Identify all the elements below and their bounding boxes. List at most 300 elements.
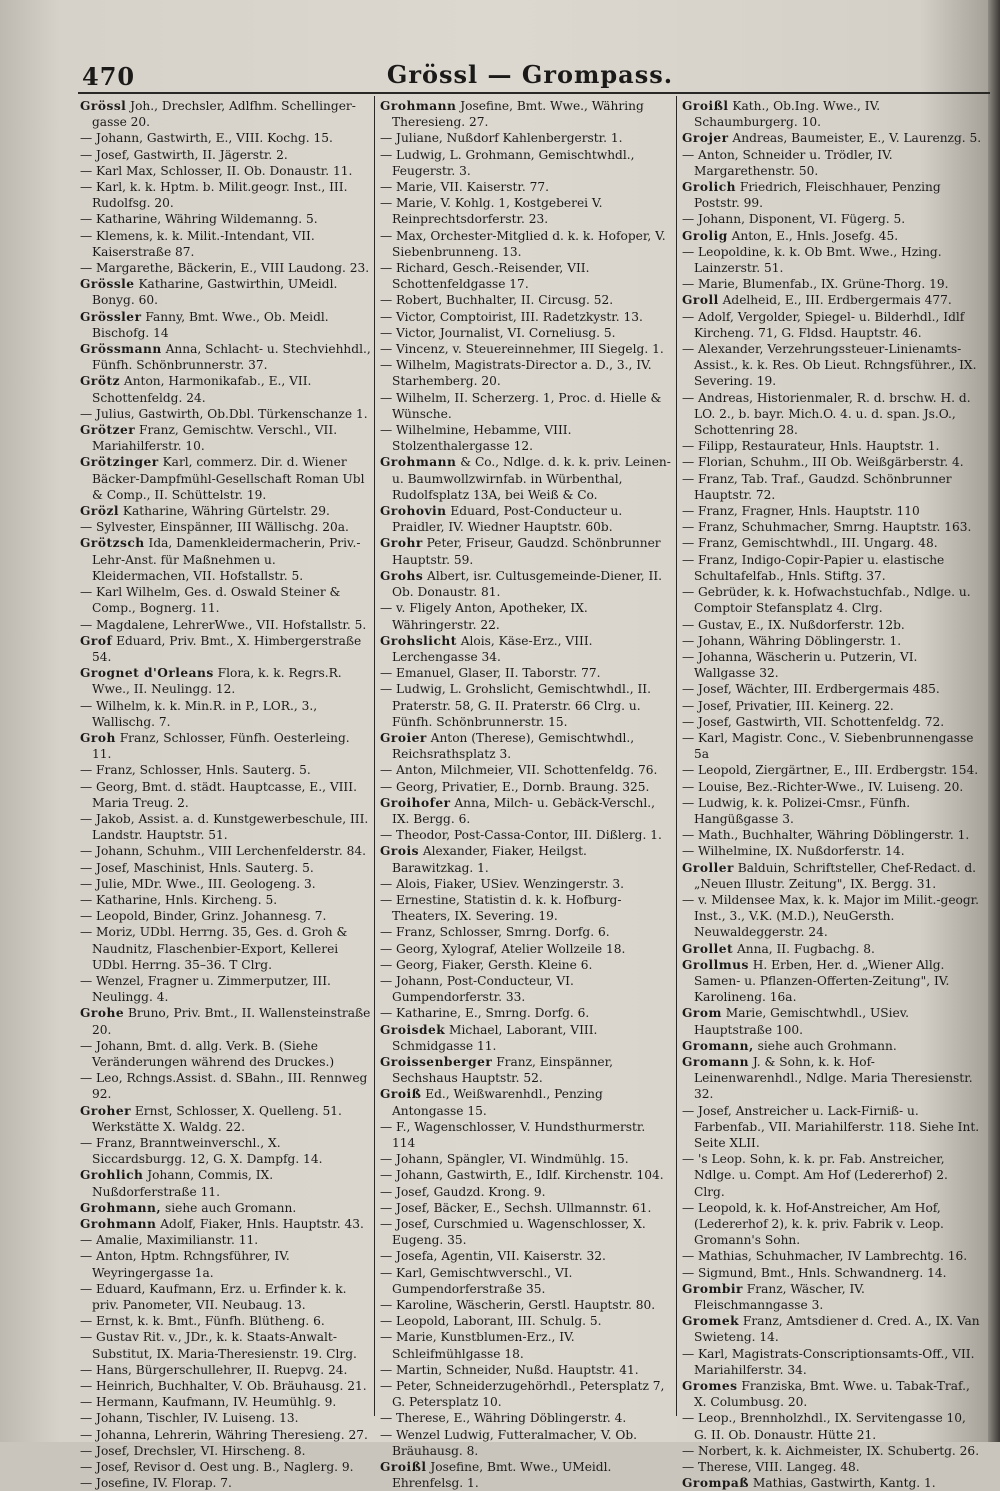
entry-details: Fanny, Bmt. Wwe., Ob. Meidl. Bischofg. 14 <box>92 309 329 340</box>
entry-details: — Johann, Bmt. d. allg. Verk. B. (Siehe Veränderungen während des Druckes.) <box>80 1038 335 1069</box>
entry-surname: Grof <box>80 633 113 648</box>
directory-entry <box>380 1005 672 1021</box>
entry-details: — Karl, k. k. Hptm. b. Milit.geogr. Inst., III. Rudolfsg. 20. <box>80 180 348 211</box>
entry-details: Anton, E., Hnls. Josefg. 45. <box>727 228 899 243</box>
directory-entry <box>80 665 372 697</box>
directory-entry <box>682 535 982 551</box>
directory-entry <box>80 779 372 811</box>
entry-details: — Wilhelm, k. k. Min.R. in P., LOR., 3., Wallischg. 7. <box>80 698 318 729</box>
entry-details: — Wenzel, Fragner u. Zimmerputzer, III. Neulingg. 4. <box>80 973 331 1005</box>
page-title: Grössl — Grompass. <box>386 60 674 89</box>
header-rule <box>78 92 990 94</box>
directory-entry <box>380 309 672 325</box>
directory-entry <box>80 211 372 227</box>
entry-details: Anna, Milch- u. Gebäck-Verschl., IX. Bergg. 6. <box>392 795 655 826</box>
entry-details: — Josef, Wächter, III. Erdbergermais 485. <box>682 682 940 697</box>
entry-details: — Leopoldine, k. k. Ob Bmt. Wwe., Hzing. Lainzerstr. 51. <box>682 244 942 276</box>
directory-entry <box>80 179 372 211</box>
entry-surname: Groißl <box>682 99 729 113</box>
entry-surname: Grötzsch <box>80 536 145 551</box>
entry-surname: Grohr <box>380 536 423 551</box>
entry-surname: Grolich <box>682 180 736 195</box>
entry-details: — Leopold, Binder, Grinz. Johannesg. 7. <box>80 909 327 924</box>
entry-details: Alois, Käse-Erz., VIII. Lerchengasse 34. <box>392 633 593 664</box>
entry-details: — Ludwig, k. k. Polizei-Cmsr., Fünfh. Hangüßgasse 3. <box>682 795 911 826</box>
entry-details: — Johann, Spängler, VI. Windmühlg. 15. <box>380 1152 629 1167</box>
entry-details: — Emanuel, Glaser, II. Taborstr. 77. <box>380 666 601 681</box>
entry-details: — Josef, Revisor d. Oest ung. B., Naglerg. 9. <box>80 1460 354 1475</box>
directory-entry <box>80 260 372 276</box>
entry-details: — Josef, Maschinist, Hnls. Sauterg. 5. <box>80 860 314 875</box>
directory-entry <box>380 357 672 389</box>
directory-entry <box>380 260 672 292</box>
entry-details: — Gebrüder, k. k. Hofwachstuchfab., Ndlge. u. Comptoir Stefansplatz 4. Clrg. <box>682 585 971 616</box>
entry-details: — Karl Max, Schlosser, II. Ob. Donaustr. 11. <box>80 163 353 178</box>
entry-details: — Katharine, Währing Wildemanng. 5. <box>80 212 318 227</box>
directory-entry <box>80 1378 372 1394</box>
directory-entry <box>682 957 982 1006</box>
entry-details: — Johann, Gastwirth, E., VIII. Kochg. 15. <box>80 131 333 146</box>
entry-details: — Johann, Post-Conducteur, VI. Gumpendorferstr. 33. <box>380 973 574 1005</box>
directory-entry <box>380 1167 672 1183</box>
directory-entry <box>682 1443 982 1459</box>
directory-entry <box>682 147 982 179</box>
directory-entry <box>80 1362 372 1378</box>
entry-surname: Groiß <box>380 1087 422 1102</box>
directory-entry <box>380 1086 672 1118</box>
entry-details: — Marie, VII. Kaiserstr. 77. <box>380 180 549 195</box>
directory-entry <box>682 1103 982 1152</box>
directory-entry <box>682 211 982 227</box>
entry-details: — Martin, Schneider, Nußd. Hauptstr. 41. <box>380 1362 639 1377</box>
entry-surname: Gromann, <box>682 1038 754 1053</box>
directory-entry <box>380 957 672 973</box>
directory-entry <box>80 1281 372 1313</box>
entry-details: — Vincenz, v. Steuereinnehmer, III Siegelg. 1. <box>380 342 664 357</box>
entry-details: — Julie, MDr. Wwe., III. Geologeng. 3. <box>80 876 316 891</box>
directory-entry <box>682 98 982 130</box>
directory-entry <box>682 827 982 843</box>
entry-details: — Richard, Gesch.-Reisender, VII. Schottenfeldgasse 17. <box>380 261 590 292</box>
entry-details: Michael, Laborant, VIII. Schmidgasse 11. <box>392 1022 598 1053</box>
directory-entry <box>80 1070 372 1102</box>
directory-entry <box>80 811 372 843</box>
entry-details: — Peter, Schneiderzugehörhdl., Petersplatz 7, G. Petersplatz 10. <box>380 1379 665 1410</box>
column-1 <box>80 98 372 1491</box>
directory-entry <box>682 1248 982 1264</box>
entry-details: — Therese, E., Währing Döblingerstr. 4. <box>380 1411 627 1426</box>
directory-entry <box>380 341 672 357</box>
entry-surname: Grollet <box>682 941 734 956</box>
directory-entry <box>380 1216 672 1248</box>
directory-entry <box>682 730 982 762</box>
entry-details: — Anton, Schneider u. Trödler, IV. Margarethenstr. 50. <box>682 147 893 178</box>
entry-details: Eduard, Priv. Bmt., X. Himbergerstraße 54. <box>92 633 362 664</box>
directory-entry <box>80 762 372 778</box>
entry-details: — Juliane, Nußdorf Kahlenbergerstr. 1. <box>380 131 623 146</box>
directory-entry <box>80 876 372 892</box>
entry-surname: Groher <box>80 1103 131 1118</box>
entry-details: Anton, Harmonikafab., E., VII. Schottenfeldg. 24. <box>92 374 312 405</box>
directory-entry <box>80 860 372 876</box>
directory-entry <box>682 617 982 633</box>
directory-entry <box>80 1410 372 1426</box>
entry-details: Franz, Schlosser, Fünfh. Oesterleing. 11. <box>92 730 350 762</box>
entry-details: — Alois, Fiaker, USiev. Wenzingerstr. 3. <box>380 876 624 891</box>
entry-details: — Johanna, Wäscherin u. Putzerin, VI. Wallgasse 32. <box>682 649 918 681</box>
entry-details: Josefine, Bmt. Wwe., Währing Theresieng. 27. <box>392 99 644 130</box>
entry-details: — Sylvester, Einspänner, III Wällischg. 20a. <box>80 520 349 535</box>
directory-entry <box>80 1167 372 1199</box>
entry-details: — Robert, Buchhalter, II. Circusg. 52. <box>380 293 614 308</box>
directory-entry <box>80 309 372 341</box>
directory-entry <box>80 973 372 1005</box>
entry-details: — Leop., Brennholzhdl., IX. Servitengasse 10, G. II. Ob. Donaustr. Hütte 21. <box>682 1411 966 1442</box>
entry-details: Anna, II. Fugbachg. 8. <box>733 941 875 956</box>
directory-entry <box>80 228 372 260</box>
entry-details: — Josef, Gaudzd. Krong. 9. <box>380 1184 546 1199</box>
entry-details: Bruno, Priv. Bmt., II. Wallensteinstraße 20. <box>92 1006 371 1037</box>
directory-entry <box>682 130 982 146</box>
directory-entry <box>682 1200 982 1249</box>
entry-details: — Johann, Schuhm., VIII Lerchenfelderstr. 84. <box>80 844 366 859</box>
entry-details: — Katharine, Hnls. Kircheng. 5. <box>80 892 278 907</box>
entry-details: Eduard, Post-Conducteur u. Praidler, IV. Wiedner Hauptstr. 60b. <box>392 504 623 535</box>
directory-entry <box>380 1248 672 1264</box>
directory-entry <box>682 390 982 439</box>
directory-entry <box>80 617 372 633</box>
entry-surname: Grohmann <box>380 455 457 470</box>
entry-details: — Josef, Gastwirth, VII. Schottenfeldg. 72. <box>682 714 945 729</box>
directory-entry <box>682 633 982 649</box>
entry-details: — Leo, Rchngs.Assist. d. SBahn., III. Rennweg 92. <box>80 1071 368 1102</box>
entry-details: — Magdalene, LehrerWwe., VII. Hofstallstr. 5. <box>80 617 367 632</box>
entry-surname: Grojer <box>682 131 729 146</box>
directory-entry <box>380 1459 672 1491</box>
entry-details: — Katharine, E., Smrng. Dorfg. 6. <box>380 1006 590 1021</box>
entry-details: Ernst, Schlosser, X. Quelleng. 51. Werkstätte X. Waldg. 22. <box>92 1103 342 1134</box>
entry-details: — Marie, Blumenfab., IX. Grüne-Thorg. 19. <box>682 277 949 292</box>
directory-entry <box>380 795 672 827</box>
entry-details: — Victor, Comptoirist, III. Radetzkystr. 13. <box>380 309 643 324</box>
entry-surname: Grompaß <box>682 1476 750 1491</box>
entry-details: — Anton, Hptm. Rchngsführer, IV. Weyringergasse 1a. <box>80 1249 290 1280</box>
column-2 <box>380 98 672 1491</box>
directory-entry <box>380 843 672 875</box>
entry-details: — Wilhelmine, IX. Nußdorferstr. 14. <box>682 844 905 859</box>
entry-surname: Grössl <box>80 99 127 113</box>
directory-entry <box>80 535 372 584</box>
entry-details: — Marie, Kunstblumen-Erz., IV. Schleifmühlgasse 18. <box>380 1330 575 1361</box>
entry-surname: Grohovin <box>380 504 447 519</box>
entry-details: J. & Sohn, k. k. Hof-Leinenwarenhdl., Ndlge. Maria Theresienstr. 32. <box>694 1054 973 1102</box>
entry-details: — Franz, Fragner, Hnls. Hauptstr. 110 <box>682 504 920 519</box>
directory-entry <box>682 649 982 681</box>
directory-entry <box>80 1394 372 1410</box>
directory-entry <box>80 1005 372 1037</box>
directory-entry <box>80 503 372 519</box>
directory-entry <box>380 1410 672 1426</box>
entry-details: — Franz, Schuhmacher, Smrng. Hauptstr. 163. <box>682 520 972 535</box>
entry-details: — Franz, Tab. Traf., Gaudzd. Schönbrunner Hauptstr. 72. <box>682 471 952 502</box>
directory-entry <box>682 292 982 308</box>
entry-details: — Georg, Fiaker, Gersth. Kleine 6. <box>380 957 593 972</box>
directory-entry <box>682 519 982 535</box>
entry-details: Balduin, Schriftsteller, Chef-Redact. d. „Neuen Illustr. Zeitung", IX. Bergg. 31. <box>694 860 976 891</box>
entry-details: — Johann, Gastwirth, E., Idlf. Kirchenstr. 104. <box>380 1168 664 1183</box>
directory-entry <box>682 860 982 892</box>
directory-entry <box>380 1329 672 1361</box>
directory-entry <box>380 600 672 632</box>
directory-entry <box>380 195 672 227</box>
entry-details: Adelheid, E., III. Erdbergermais 477. <box>718 293 952 308</box>
entry-surname: Grois <box>380 844 419 859</box>
directory-entry <box>380 1313 672 1329</box>
directory-entry <box>682 309 982 341</box>
entry-surname: Gromes <box>682 1379 738 1394</box>
directory-entry <box>380 892 672 924</box>
directory-entry <box>682 779 982 795</box>
entry-surname: Grohmann <box>80 1217 157 1232</box>
directory-entry <box>80 1313 372 1329</box>
directory-entry <box>80 1329 372 1361</box>
entry-details: Josefine, Bmt. Wwe., UMeidl. Ehrenfelsg. 1. <box>392 1460 612 1491</box>
entry-surname: Grohlich <box>80 1168 144 1183</box>
directory-entry <box>80 1216 372 1232</box>
entry-details: Ida, Damenkleidermacherin, Priv.-Lehr-Anst. für Maßnehmen u. Kleidermachen, VII. Hofstallstr. 5. <box>92 536 361 583</box>
entry-details: Katharine, Gastwirthin, UMeidl. Bonyg. 60. <box>92 277 338 308</box>
directory-entry <box>682 1346 982 1378</box>
entry-details: — Karl, Magistr. Conc., V. Siebenbrunnengasse 5a <box>682 730 974 762</box>
directory-entry <box>80 908 372 924</box>
directory-entry <box>682 1378 982 1410</box>
entry-surname: Grollmus <box>682 957 749 972</box>
entry-details: — Marie, V. Kohlg. 1, Kostgeberei V. Reinprechtsdorferstr. 23. <box>380 196 603 227</box>
directory-entry <box>380 1151 672 1167</box>
entry-details: — Ludwig, L. Grohmann, Gemischtwhdl., Feugerstr. 3. <box>380 147 635 178</box>
directory-entry <box>380 762 672 778</box>
entry-details: Anna, Schlacht- u. Stechviehhdl., Fünfh. Schönbrunnerstr. 37. <box>92 342 371 373</box>
entry-details: — Max, Orchester-Mitglied d. k. k. Hofoper, V. Siebenbrunneng. 13. <box>380 228 666 259</box>
page-number: 470 <box>82 62 136 91</box>
directory-entry <box>80 163 372 179</box>
directory-entry <box>80 373 372 405</box>
entry-surname: Grözl <box>80 504 120 519</box>
entry-surname: Grohslicht <box>380 633 457 648</box>
directory-entry <box>380 1265 672 1297</box>
entry-details: Kath., Ob.Ing. Wwe., IV. Schaumburgerg. 10. <box>694 99 881 130</box>
directory-entry <box>380 147 672 179</box>
entry-details: — Leopold, k. k. Hof-Anstreicher, Am Hof, (Ledererhof 2), k. k. priv. Fabrik v. Leop. Gromann's Sohn. <box>682 1200 944 1248</box>
entry-details: siehe auch Gromann. <box>161 1200 297 1215</box>
entry-details: — Georg, Xylograf, Atelier Wollzeile 18. <box>380 941 626 956</box>
entry-details: — Andreas, Historienmaler, R. d. brschw. H. d. LO. 2., b. bayr. Mich.O. 4. u. d. span. Js.O., Schottenring 28. <box>682 390 971 438</box>
directory-entry <box>80 1103 372 1135</box>
entry-details: — Theodor, Post-Cassa-Contor, III. Dißlerg. 1. <box>380 828 662 843</box>
directory-entry <box>80 1427 372 1443</box>
entry-details: — Wenzel Ludwig, Futteralmacher, V. Ob. Bräuhausg. 8. <box>380 1427 638 1458</box>
entry-details: — Franz, Schlosser, Hnls. Sauterg. 5. <box>80 763 311 778</box>
entry-details: — Josef, Drechsler, VI. Hirscheng. 8. <box>80 1443 306 1458</box>
entry-details: — Sigmund, Bmt., Hnls. Schwandnerg. 14. <box>682 1265 947 1280</box>
entry-surname: Grohe <box>80 1006 125 1021</box>
entry-surname: Grössle <box>80 277 135 292</box>
entry-details: Franz, Wäscher, IV. Fleischmanngasse 3. <box>694 1281 865 1313</box>
directory-entry <box>380 779 672 795</box>
entry-details: — Josef, Curschmied u. Wagenschlosser, X. Eugeng. 35. <box>380 1217 646 1248</box>
directory-entry <box>380 681 672 730</box>
entry-details: Adolf, Fiaker, Hnls. Hauptstr. 43. <box>156 1217 364 1232</box>
entry-details: Alexander, Fiaker, Heilgst. Barawitzkag. 1. <box>392 844 587 875</box>
entry-surname: Groier <box>380 730 427 745</box>
directory-entry <box>80 924 372 973</box>
directory-entry <box>80 519 372 535</box>
directory-entry <box>80 892 372 908</box>
entry-surname: Groll <box>682 293 719 308</box>
directory-entry <box>380 325 672 341</box>
entry-details: Joh., Drechsler, Adlfhm. Schellinger-gasse 20. <box>92 99 356 130</box>
entry-details: Mathias, Gastwirth, Kantg. 1. <box>749 1476 936 1491</box>
directory-entry <box>682 228 982 244</box>
column-divider <box>676 96 677 1416</box>
entry-details: — Mathias, Schuhmacher, IV Lambrechtg. 16. <box>682 1249 968 1264</box>
directory-entry <box>380 1297 672 1313</box>
entry-details: Karl, commerz. Dir. d. Wiener Bäcker-Dampfmühl-Gesellschaft Roman Ubl & Comp., II. Schüttelstr. 19. <box>92 455 365 502</box>
entry-details: — v. Mildensee Max, k. k. Major im Milit.-geogr. Inst., 3., V.K. (M.D.), NeuGersth. Neuwaldeggerstr. 24. <box>682 892 980 940</box>
directory-entry <box>682 698 982 714</box>
entry-details: — Hermann, Kaufmann, IV. Heumühlg. 9. <box>80 1395 337 1410</box>
entry-details: Franz, Gemischtw. Verschl., VII. Mariahilferstr. 10. <box>92 423 338 454</box>
entry-details: — 's Leop. Sohn, k. k. pr. Fab. Anstreicher, Ndlge. u. Compt. Am Hof (Ledererhof) 2. Clrg. <box>682 1152 948 1199</box>
directory-entry <box>80 1475 372 1491</box>
entry-details: — Jakob, Assist. a. d. Kunstgewerbeschule, III. Landstr. Hauptstr. 51. <box>80 811 369 843</box>
entry-details: — Louise, Bez.-Richter-Wwe., IV. Luiseng. 20. <box>682 779 964 794</box>
entry-details: — Klemens, k. k. Milit.-Intendant, VII. Kaiserstraße 87. <box>80 228 315 259</box>
entry-surname: Grohs <box>380 568 424 583</box>
entry-details: — Karl, Magistrats-Conscriptionsamts-Off., VII. Mariahilferstr. 34. <box>682 1346 975 1377</box>
entry-details: — Georg, Privatier, E., Dornb. Braung. 325. <box>380 779 650 794</box>
directory-entry <box>380 1054 672 1086</box>
entry-details: — Gustav, E., IX. Nußdorferstr. 12b. <box>682 617 905 632</box>
entry-details: — Wilhelm, II. Scherzerg. 1, Proc. d. Hielle & Wünsche. <box>380 390 662 421</box>
entry-details: — Karl, Gemischtwverschl., VI. Gumpendorferstraße 35. <box>380 1265 573 1296</box>
directory-entry <box>682 762 982 778</box>
entry-surname: Grom <box>682 1006 722 1021</box>
entry-details: — Johann, Tischler, IV. Luiseng. 13. <box>80 1411 299 1426</box>
directory-entry <box>80 98 372 130</box>
entry-surname: Grössler <box>80 309 142 324</box>
entry-details: — Victor, Journalist, VI. Corneliusg. 5. <box>380 325 616 340</box>
directory-entry <box>380 1184 672 1200</box>
directory-entry <box>682 1005 982 1037</box>
directory-entry <box>682 454 982 470</box>
directory-entry <box>380 1378 672 1410</box>
entry-details: Franz, Einspänner, Sechshaus Hauptstr. 52. <box>392 1054 614 1086</box>
directory-entry <box>80 406 372 422</box>
directory-entry <box>80 1248 372 1280</box>
entry-surname: Grohmann <box>380 99 457 113</box>
directory-entry <box>682 941 982 957</box>
directory-entry <box>380 924 672 940</box>
entry-surname: Gromann <box>682 1054 749 1069</box>
entry-details: — Johann, Disponent, VI. Fügerg. 5. <box>682 212 906 227</box>
directory-entry <box>380 568 672 600</box>
directory-entry <box>80 730 372 762</box>
directory-entry <box>80 276 372 308</box>
directory-entry <box>380 228 672 260</box>
entry-details: — v. Fligely Anton, Apotheker, IX. Währingerstr. 22. <box>380 601 588 632</box>
directory-entry <box>80 633 372 665</box>
entry-details: — Josef, Privatier, III. Keinerg. 22. <box>682 698 894 713</box>
directory-entry <box>80 698 372 730</box>
entry-details: — Ludwig, L. Grohslicht, Gemischtwhdl., II. Praterstr. 58, G. II. Praterstr. 66 Clrg. u. Fünfh. Schönbrunnerstr. 15. <box>380 682 651 729</box>
directory-entry <box>380 1427 672 1459</box>
entry-details: — Wilhelmine, Hebamme, VIII. Stolzenthalergasse 12. <box>380 423 572 454</box>
entry-details: — Franz, Schlosser, Smrng. Dorfg. 6. <box>380 925 610 940</box>
directory-entry <box>80 454 372 503</box>
directory-entry <box>682 843 982 859</box>
entry-details: — Florian, Schuhm., III Ob. Weißgärberstr. 4. <box>682 455 964 470</box>
directory-entry <box>682 1475 982 1491</box>
directory-entry <box>380 941 672 957</box>
directory-entry <box>682 1151 982 1200</box>
entry-details: — Heinrich, Buchhalter, V. Ob. Bräuhausg. 21. <box>80 1379 367 1394</box>
entry-details: — Alexander, Verzehrungssteuer-Linienamts-Assist., k. k. Res. Ob Lieut. Rchngsführer., IX. Severing. 19. <box>682 342 977 389</box>
entry-details: — Anton, Milchmeier, VII. Schottenfeldg. 76. <box>380 763 658 778</box>
directory-entry <box>80 341 372 373</box>
entry-details: — Johanna, Lehrerin, Währing Theresieng. 27. <box>80 1427 368 1442</box>
directory-entry <box>380 973 672 1005</box>
entry-details: — Filipp, Restaurateur, Hnls. Hauptstr. 1. <box>682 439 940 454</box>
directory-entry <box>380 665 672 681</box>
entry-details: Katharine, Währing Gürtelstr. 29. <box>119 504 330 519</box>
entry-details: Andreas, Baumeister, E., V. Laurenzg. 5. <box>728 131 982 146</box>
entry-details: — Josefa, Agentin, VII. Kaiserstr. 32. <box>380 1249 606 1264</box>
entry-surname: Grolig <box>682 228 728 243</box>
entry-details: — Franz, Gemischtwhdl., III. Ungarg. 48. <box>682 536 938 551</box>
entry-surname: Grötzinger <box>80 455 159 470</box>
directory-entry <box>380 454 672 503</box>
entry-details: Peter, Friseur, Gaudzd. Schönbrunner Hauptstr. 59. <box>392 536 661 567</box>
directory-entry <box>80 584 372 616</box>
entry-details: — Ernestine, Statistin d. k. k. Hofburg-Theaters, IX. Severing. 19. <box>380 892 622 924</box>
entry-details: — Johann, Währing Döblingerstr. 1. <box>682 633 902 648</box>
entry-surname: Grognet d'Orleans <box>80 666 214 681</box>
directory-entry <box>380 422 672 454</box>
entry-details: — Eduard, Kaufmann, Erz. u. Erfinder k. k. priv. Panometer, VII. Neubaug. 13. <box>80 1281 347 1313</box>
directory-entry <box>682 1313 982 1345</box>
directory-entry <box>682 1038 982 1054</box>
directory-entry <box>682 1265 982 1281</box>
directory-entry <box>682 892 982 941</box>
directory-entry <box>682 1410 982 1442</box>
scan-edge <box>988 0 1000 1442</box>
entry-details: — Therese, VIII. Langeg. 48. <box>682 1460 860 1475</box>
entry-details: — Margarethe, Bäckerin, E., VIII Laudong. 23. <box>80 261 370 276</box>
entry-details: — Josef, Bäcker, E., Sechsh. Ullmannstr. 61. <box>380 1200 652 1215</box>
directory-entry <box>682 1459 982 1475</box>
entry-surname: Gromek <box>682 1314 740 1329</box>
directory-entry <box>380 1119 672 1151</box>
directory-entry <box>380 633 672 665</box>
directory-entry <box>682 179 982 211</box>
directory-entry <box>682 714 982 730</box>
entry-details: Marie, Gemischtwhdl., USiev. Hauptstraße 100. <box>694 1006 910 1037</box>
entry-surname: Groisdek <box>380 1022 446 1037</box>
directory-entry <box>80 1135 372 1167</box>
directory-entry <box>380 827 672 843</box>
entry-surname: Grombir <box>682 1281 743 1296</box>
